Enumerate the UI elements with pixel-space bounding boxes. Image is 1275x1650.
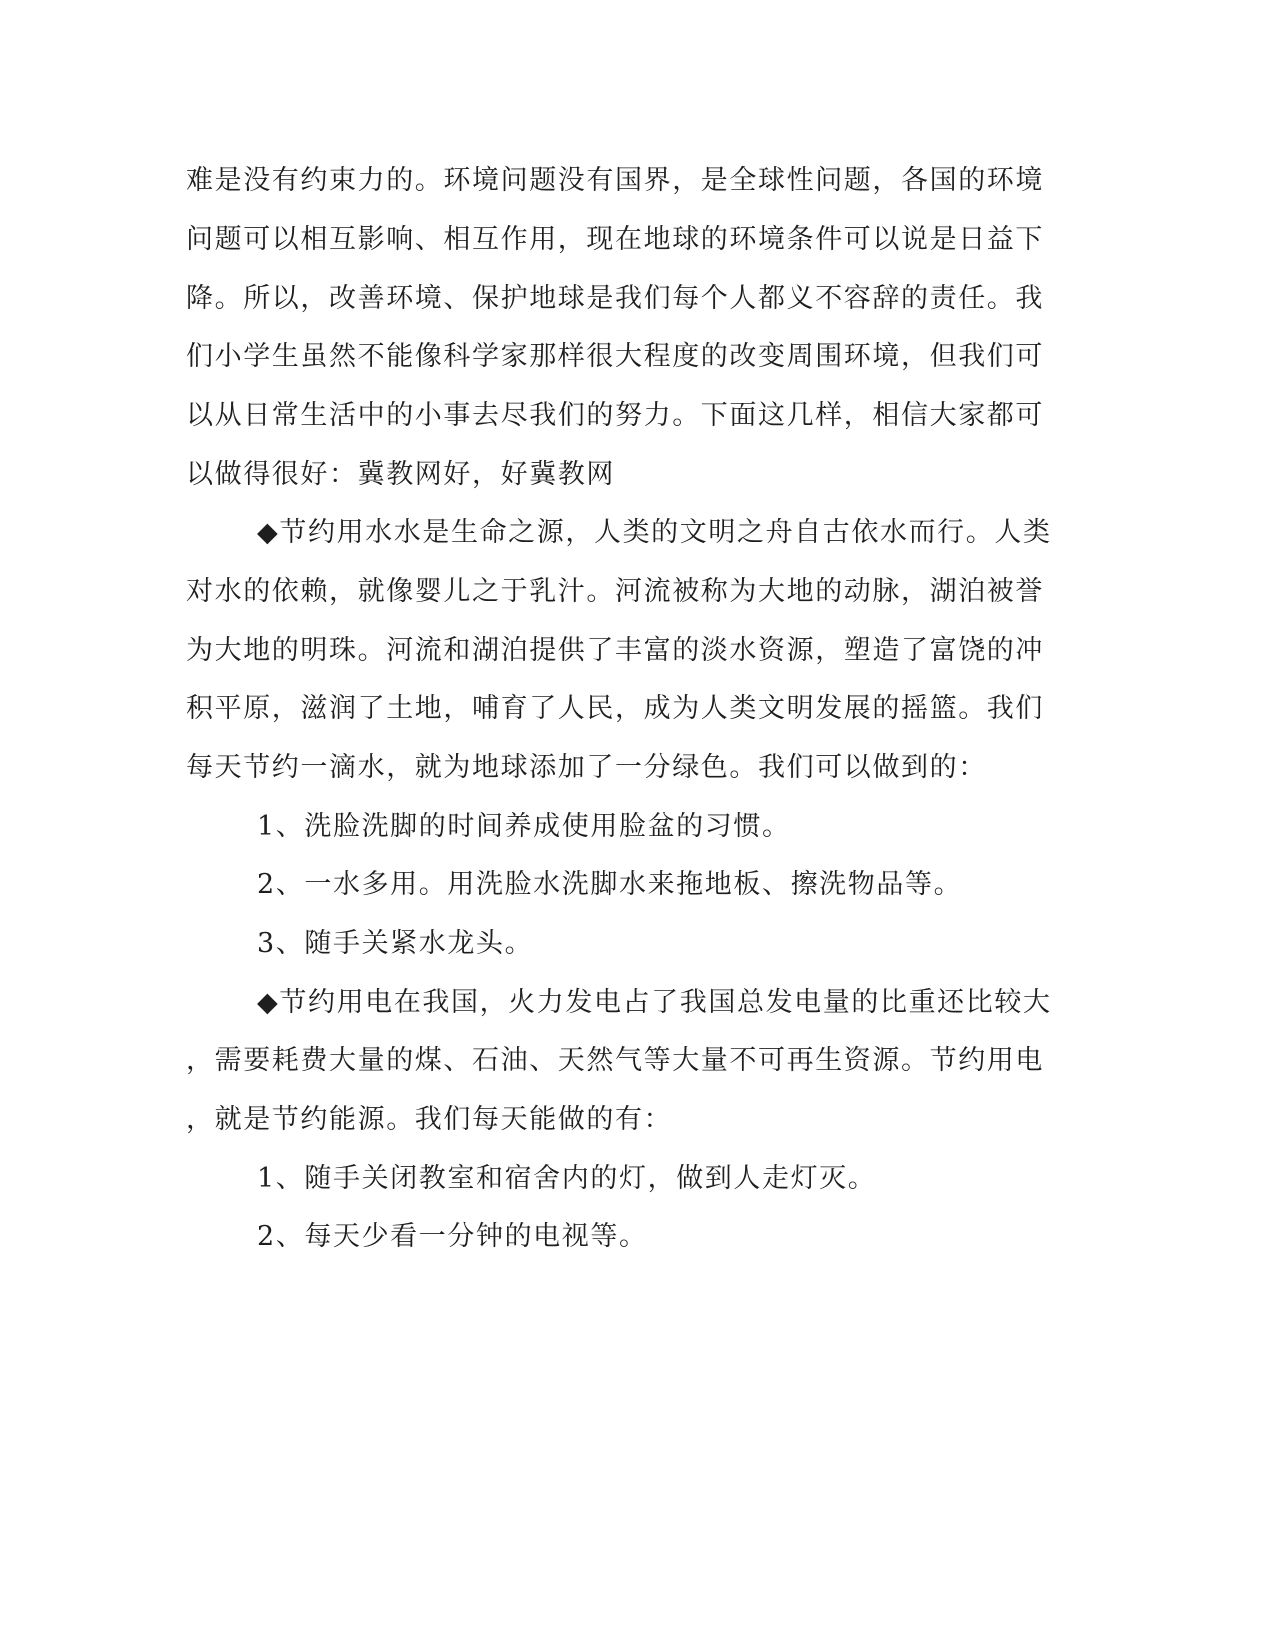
- paragraph-electricity-heading: ◆节约用电在我国，火力发电占了我国总发电量的比重还比较大: [257, 987, 1052, 1018]
- text-line: 问题可以相互影响、相互作用，现在地球的环境条件可以说是日益下: [186, 224, 1044, 255]
- text-line: 积平原，滋润了土地，哺育了人民，成为人类文明发展的摇篮。我们: [186, 693, 1044, 724]
- list-item: 1、洗脸洗脚的时间养成使用脸盆的习惯。: [257, 811, 791, 842]
- text-line: 为大地的明珠。河流和湖泊提供了丰富的淡水资源，塑造了富饶的冲: [186, 635, 1044, 666]
- text-line: 降。所以，改善环境、保护地球是我们每个人都义不容辞的责任。我: [186, 283, 1044, 314]
- paragraph-water-heading: ◆节约用水水是生命之源，人类的文明之舟自古依水而行。人类: [257, 517, 1052, 548]
- text-line: 们小学生虽然不能像科学家那样很大程度的改变周围环境，但我们可: [186, 341, 1044, 372]
- list-item: 3、随手关紧水龙头。: [257, 928, 534, 959]
- list-item: 2、一水多用。用洗脸水洗脚水来拖地板、擦洗物品等。: [257, 869, 963, 900]
- list-item: 2、每天少看一分钟的电视等。: [257, 1221, 648, 1252]
- text-line: 对水的依赖，就像婴儿之于乳汁。河流被称为大地的动脉，湖泊被誉: [186, 576, 1044, 607]
- text-line: 每天节约一滴水，就为地球添加了一分绿色。我们可以做到的：: [186, 752, 987, 783]
- text-line: ，就是节约能源。我们每天能做的有：: [186, 1104, 673, 1135]
- text-line: ，需要耗费大量的煤、石油、天然气等大量不可再生资源。节约用电: [186, 1045, 1044, 1076]
- text-line: 以做得很好：冀教网好，好冀教网: [186, 459, 615, 490]
- list-item: 1、随手关闭教室和宿舍内的灯，做到人走灯灭。: [257, 1163, 877, 1194]
- text-line: 以从日常生活中的小事去尽我们的努力。下面这几样，相信大家都可: [186, 400, 1044, 431]
- text-line: 难是没有约束力的。环境问题没有国界，是全球性问题，各国的环境: [186, 165, 1044, 196]
